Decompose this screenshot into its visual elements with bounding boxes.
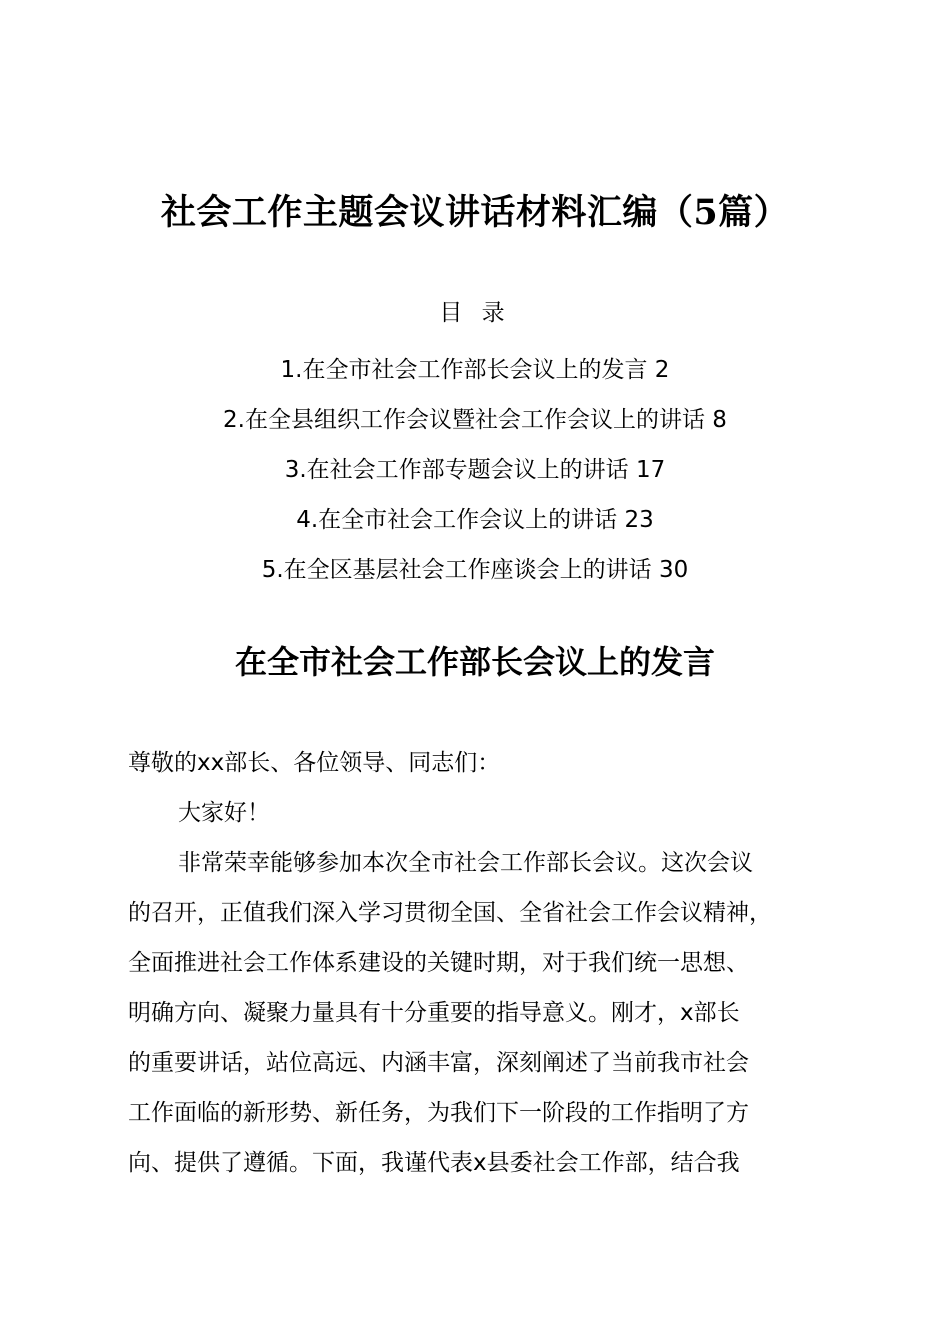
salutation: 尊敬的xx部长、各位领导、同志们： — [128, 750, 501, 776]
toc-item-3[interactable]: 3.在社会工作部专题会议上的讲话 17 — [284, 457, 666, 483]
toc-item-2[interactable]: 2.在全县组织工作会议暨社会工作会议上的讲话 8 — [223, 407, 727, 433]
toc-item-4[interactable]: 4.在全市社会工作会议上的讲话 23 — [296, 507, 654, 533]
paragraph-line: 的召开，正值我们深入学习贯彻全国、全省社会工作会议精神， — [128, 900, 772, 926]
greeting: 大家好！ — [178, 800, 270, 826]
section-title: 在全市社会工作部长会议上的发言 — [234, 643, 715, 681]
document-title: 社会工作主题会议讲话材料汇编（5篇） — [160, 192, 790, 233]
toc-item-5[interactable]: 5.在全区基层社会工作座谈会上的讲话 30 — [261, 557, 689, 583]
table-of-contents — [0, 345, 950, 595]
paragraph-line: 的重要讲话，站位高远、内涵丰富，深刻阐述了当前我市社会 — [128, 1050, 749, 1076]
paragraph-line: 向、提供了遵循。下面，我谨代表x县委社会工作部，结合我 — [128, 1150, 740, 1176]
paragraph-line: 工作面临的新形势、新任务，为我们下一阶段的工作指明了方 — [128, 1100, 749, 1126]
toc-item-1[interactable]: 1.在全市社会工作部长会议上的发言 2 — [280, 357, 670, 383]
paragraph-line: 明确方向、凝聚力量具有十分重要的指导意义。刚才，x部长 — [128, 1000, 740, 1026]
paragraph-line: 非常荣幸能够参加本次全市社会工作部长会议。这次会议 — [178, 850, 753, 876]
toc-heading: 目 录 — [439, 300, 511, 326]
paragraph-line: 全面推进社会工作体系建设的关键时期，对于我们统一思想、 — [128, 950, 749, 976]
section-body — [128, 738, 838, 1188]
